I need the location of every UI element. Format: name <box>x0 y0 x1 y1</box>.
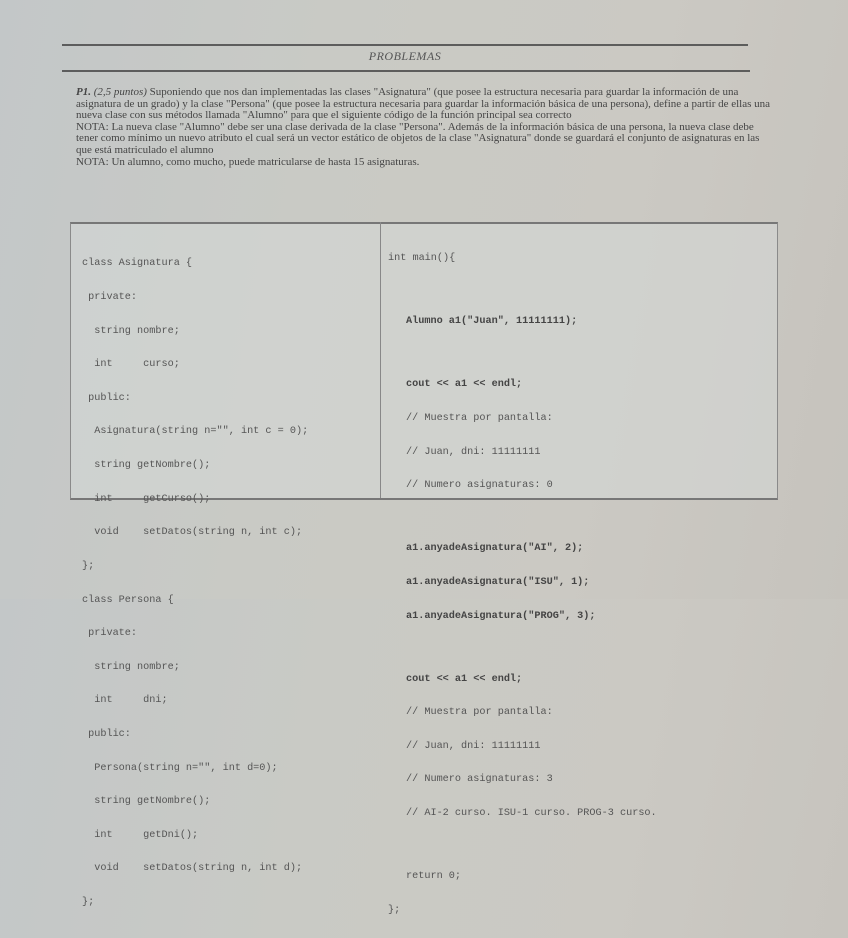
code-line: int dni; <box>82 695 168 707</box>
code-line: int curso; <box>82 359 180 371</box>
problem-id: P1. <box>76 86 91 98</box>
code-line: void setDatos(string n, int d); <box>82 863 303 875</box>
code-line: a1.anyadeAsignatura("AI", 2); <box>406 543 584 555</box>
code-line: }; <box>82 560 95 572</box>
bottom-rule <box>62 70 750 72</box>
code-line: void setDatos(string n, int c); <box>82 527 303 539</box>
code-line: string getNombre(); <box>82 460 211 472</box>
class-definitions-code <box>82 236 308 931</box>
code-divider <box>380 222 381 498</box>
code-line: int getCurso(); <box>82 493 211 505</box>
code-line: Alumno a1("Juan", 11111111); <box>406 316 578 328</box>
problem-paragraph-1 <box>76 87 776 122</box>
problem-text: Suponiendo que nos dan implementadas las clases "Asignatura" (que posee la estructura necesaria para guardar la información de una asignatura de un grado) y la clase "Persona" (que posee la estructura necesaria para guardar la información básica de una persona), define a partir de ellas una nueva clase con sus métodos llamada "Alumno" para que el siguiente código de la función principal sea correcto <box>76 86 771 122</box>
code-comment: // Numero asignaturas: 0 <box>406 480 553 492</box>
code-comment: // Juan, dni: 11111111 <box>406 740 541 752</box>
code-line: public: <box>82 728 131 740</box>
code-line: string nombre; <box>82 325 180 337</box>
code-line: return 0; <box>406 870 462 882</box>
code-comment: // Muestra por pantalla: <box>406 707 553 719</box>
code-line: }; <box>388 904 401 916</box>
code-comment: // Juan, dni: 11111111 <box>406 446 541 458</box>
code-line: int main(){ <box>388 253 456 265</box>
code-line: private: <box>82 292 138 304</box>
problem-note-2: NOTA: Un alumno, como mucho, puede matricularse de hasta 15 asignaturas. <box>76 155 420 168</box>
code-line: Persona(string n="", int d=0); <box>82 762 278 774</box>
section-heading: PROBLEMAS <box>368 49 442 63</box>
problem-points: (2,5 puntos) <box>93 86 147 98</box>
top-rule <box>62 44 748 46</box>
code-line: class Asignatura { <box>82 258 193 270</box>
code-line: class Persona { <box>82 594 174 606</box>
code-line: a1.anyadeAsignatura("PROG", 3); <box>406 610 596 622</box>
problem-note-1: NOTA: La nueva clase "Alumno" debe ser una clase derivada de la clase "Persona". Además de la información básica de una persona, la nueva clase debe tener como mínimo un nuevo atributo el cual será un vector estático de objetos de la clase "Asignatura" donde se guardará el conjunto de asignaturas en las que está matriculado el alumno <box>76 120 760 156</box>
problem-statement <box>76 87 776 168</box>
code-line: cout << a1 << endl; <box>406 379 523 391</box>
code-line: private: <box>82 628 138 640</box>
code-comment: // Numero asignaturas: 3 <box>406 774 553 786</box>
code-line: }; <box>82 896 95 908</box>
code-line: cout << a1 << endl; <box>406 673 523 685</box>
code-comment: // AI-2 curso. ISU-1 curso. PROG-3 curso. <box>406 807 657 819</box>
code-line: public: <box>82 392 131 404</box>
code-line: a1.anyadeAsignatura("ISU", 1); <box>406 576 590 588</box>
code-line: Asignatura(string n="", int c = 0); <box>82 426 309 438</box>
code-line: string getNombre(); <box>82 796 211 808</box>
code-comment: // Muestra por pantalla: <box>406 413 553 425</box>
main-function-code <box>388 231 657 938</box>
code-line: int getDni(); <box>82 829 199 841</box>
code-line: string nombre; <box>82 661 180 673</box>
